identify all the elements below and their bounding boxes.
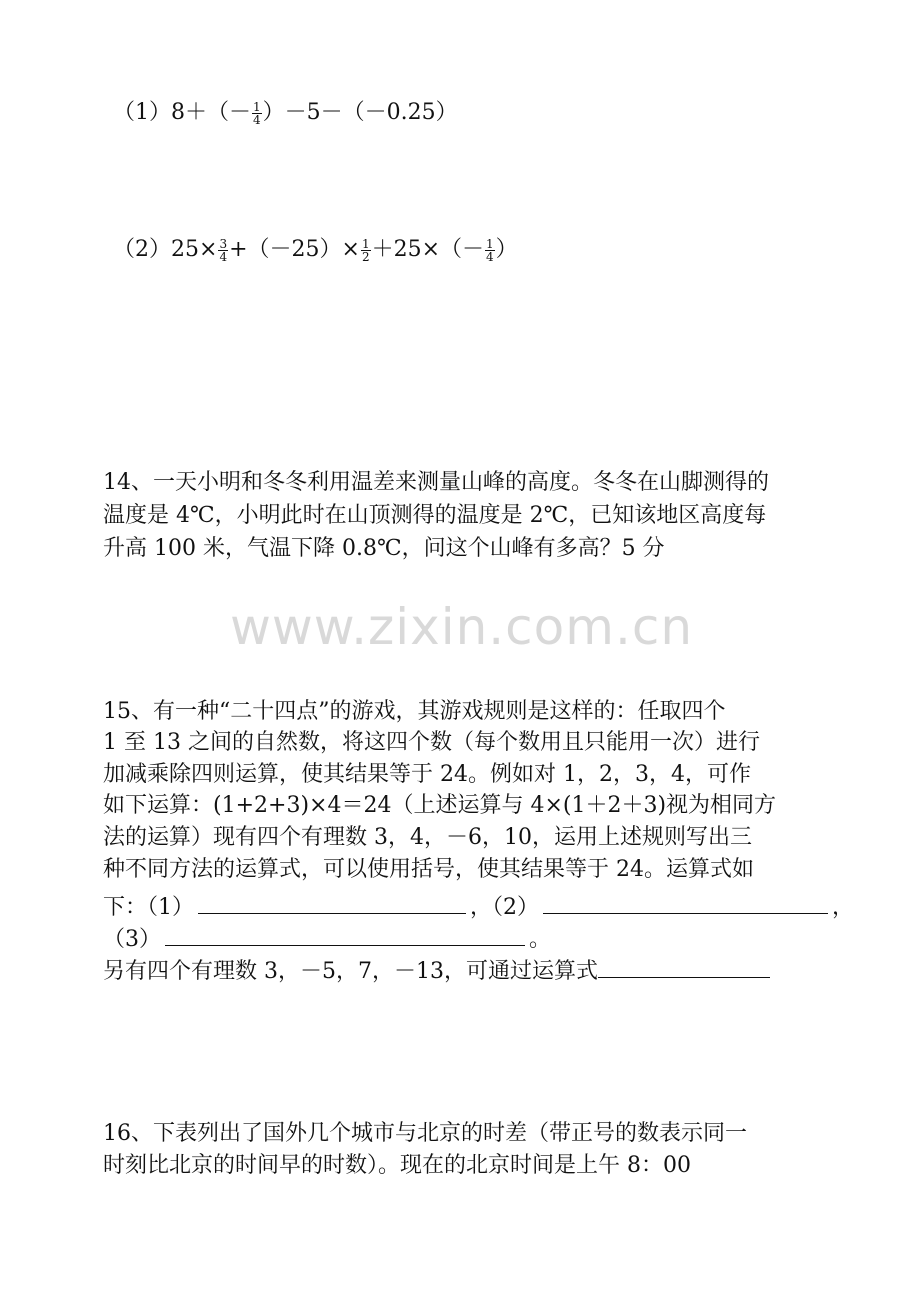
q15-answer-label-1: 下：（1） — [103, 895, 194, 920]
q15-answer-line-3 — [103, 923, 551, 955]
answer-blank-2[interactable] — [543, 891, 828, 914]
q15-line-4: 如下运算：(1+2+3)×4＝24（上述运算与 4×(1＋2＋3)视为相同方 — [103, 793, 777, 818]
q16-line-1: 16、下表列出了国外几个城市与北京的时差（带正号的数表示同一 — [103, 1121, 747, 1146]
q13-part2-text-a: （2）25× — [113, 237, 218, 262]
q14-line-2: 温度是 4℃，小明此时在山顶测得的温度是 2℃，已知该地区高度每 — [103, 503, 767, 528]
answer-blank-1[interactable] — [198, 891, 466, 914]
q15-line-1: 15、有一种“二十四点”的游戏，其游戏规则是这样的：任取四个 — [103, 699, 726, 724]
fraction-one-quarter: $\frac{1}{4}$ — [253, 99, 261, 127]
fraction-one-quarter: $\frac{1}{4}$ — [486, 236, 494, 264]
answer-blank-3[interactable] — [165, 923, 525, 946]
q15-answer-period: 。 — [529, 927, 552, 952]
q15-last-text: 另有四个有理数 3，－5，7，－13，可通过运算式 — [103, 959, 598, 984]
q15-answer-line — [103, 891, 854, 923]
fraction-one-half: $\frac{1}{2}$ — [361, 236, 370, 264]
q13-part2 — [113, 235, 518, 265]
q14-line-1: 14、一天小明和冬冬利用温差来测量山峰的高度。冬冬在山脚测得的 — [103, 470, 769, 495]
q15-answer-label-3: （3） — [103, 927, 161, 952]
answer-blank-4[interactable] — [598, 955, 770, 978]
fraction-three-quarters: $\frac{3}{4}$ — [219, 236, 228, 264]
q13-part2-text-c: ＋25×（－ — [371, 237, 485, 262]
q15-last-line — [103, 955, 774, 987]
q13-part2-text-b: +（－25）× — [229, 237, 360, 262]
q16-line-2: 时刻比北京的时间早的时数）。现在的北京时间是上午 8：00 — [103, 1153, 691, 1178]
q13-part2-text-d: ） — [495, 237, 518, 262]
q15-line-6: 种不同方法的运算式，可以使用括号，使其结果等于 24。运算式如 — [103, 857, 754, 882]
q15-answer-comma: ， — [832, 895, 855, 920]
q14-line-3: 升高 100 米，气温下降 0.8℃，问这个山峰有多高？5 分 — [103, 536, 665, 561]
q13-part1-text-a: （1）8＋（－ — [113, 100, 251, 125]
q13-part1-text-b: ）－5－（－0.25） — [262, 100, 458, 125]
q15-line-5: 法的运算）现有四个有理数 3，4，－6，10，运用上述规则写出三 — [103, 825, 752, 850]
q13-part1 — [113, 98, 458, 128]
q15-answer-label-2: ，（2） — [470, 895, 539, 920]
q15-line-3: 加减乘除四则运算，使其结果等于 24。例如对 1，2，3，4，可作 — [103, 762, 751, 787]
q15-line-2: 1 至 13 之间的自然数，将这四个数（每个数用且只能用一次）进行 — [103, 730, 760, 755]
watermark: www.zixin.com.cn — [230, 598, 694, 656]
